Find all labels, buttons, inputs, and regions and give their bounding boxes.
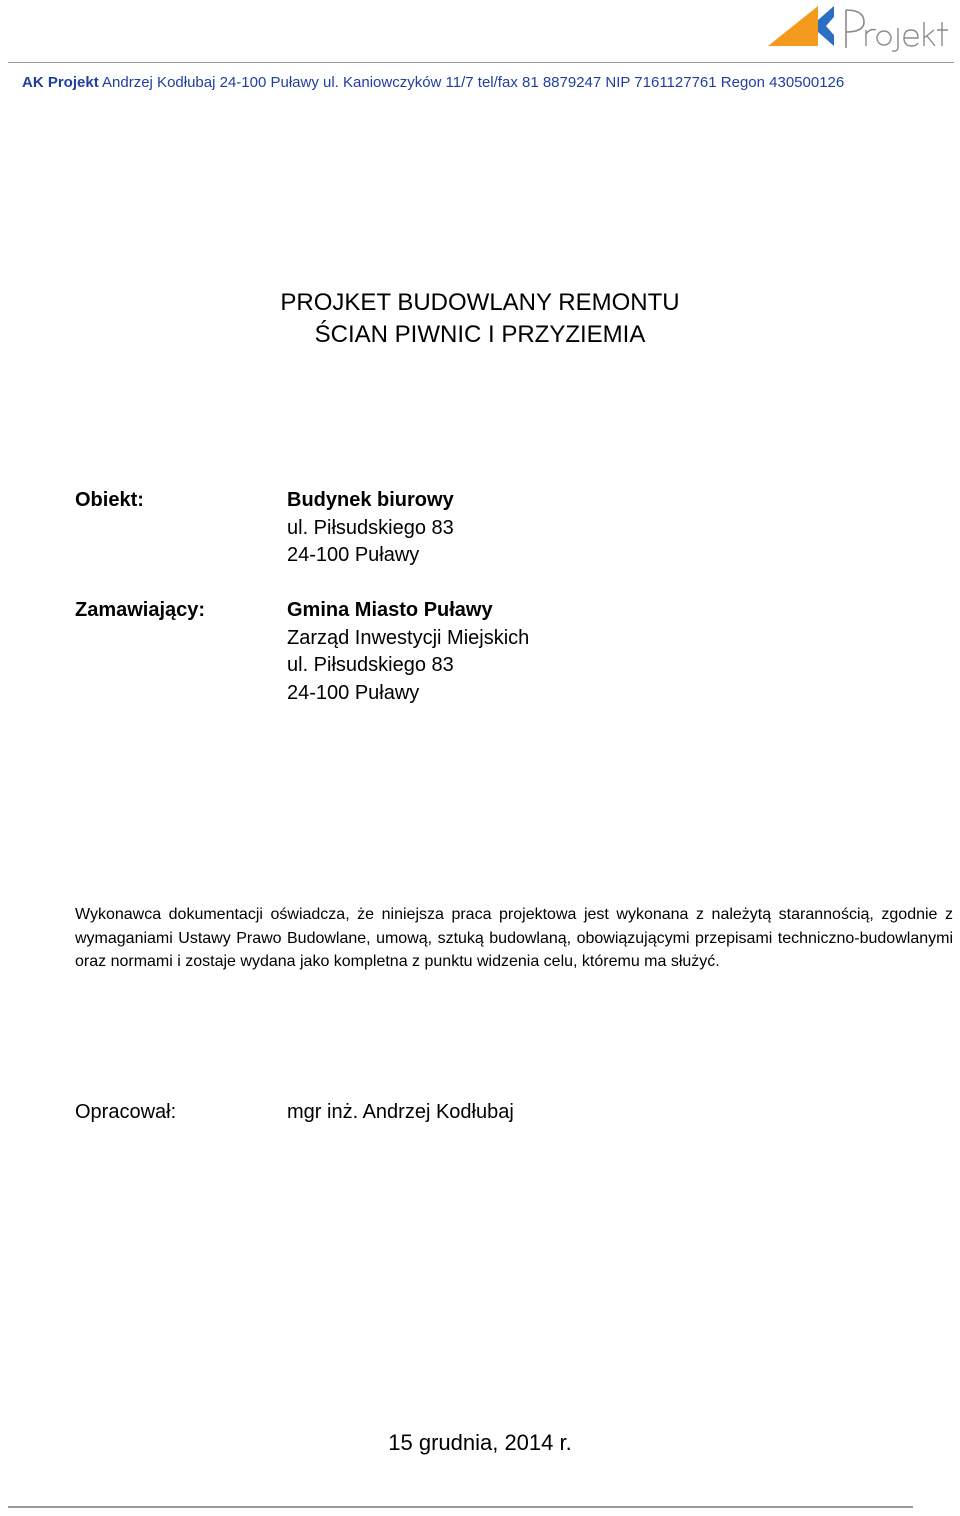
logo-letter-p-icon bbox=[846, 10, 864, 48]
company-logo bbox=[766, 2, 952, 52]
prepared-by-label: Opracował: bbox=[75, 1101, 177, 1123]
company-name: AK Projekt bbox=[22, 74, 99, 91]
object-label: Obiekt: bbox=[75, 489, 144, 511]
object-city: 24-100 Puławy bbox=[287, 544, 420, 566]
logo-letter-k-icon bbox=[924, 22, 935, 46]
client-unit: Zarząd Inwestycji Miejskich bbox=[287, 626, 530, 649]
contractor-statement: Wykonawca dokumentacji oświadcza, że niniejsza praca projektowa jest wykonana z należytą starannością, zgodnie z wymaganiami Ustawy Prawo Budowlane, umową, sztuką budowlaną, obowiązującymi przepisami techniczno-budowlanymi oraz normami i zostaje wydana jako kompletna z punktu widzenia celu, któremu ma służyć. bbox=[75, 906, 953, 970]
company-details: Andrzej Kodłubaj 24-100 Puławy ul. Kaniowczyków 11/7 tel/fax 81 8879247 NIP 7161127761 Regon 430500126 bbox=[102, 74, 845, 91]
company-info bbox=[22, 74, 844, 91]
header-divider bbox=[8, 62, 954, 63]
client-details bbox=[287, 597, 529, 707]
prepared-by-name: mgr inż. Andrzej Kodłubaj bbox=[287, 1101, 514, 1123]
logo-letter-t-icon bbox=[937, 22, 948, 46]
logo-letter-j-icon bbox=[892, 28, 898, 51]
logo-letter-o-icon bbox=[877, 31, 891, 45]
object-street: ul. Piłsudskiego 83 bbox=[287, 516, 454, 539]
logo-letter-e-icon bbox=[904, 30, 918, 46]
title-line-2: ŚCIAN PIWNIC I PRZYZIEMIA bbox=[314, 321, 646, 348]
logo-letter-r-icon bbox=[866, 30, 876, 47]
title-line-1: PROJKET BUDOWLANY REMONTU bbox=[280, 289, 680, 316]
logo-orange-triangle bbox=[768, 6, 818, 46]
client-name: Gmina Miasto Puławy bbox=[287, 599, 493, 621]
object-name: Budynek biurowy bbox=[287, 489, 454, 511]
document-title bbox=[0, 287, 960, 351]
document-date: 15 grudnia, 2014 r. bbox=[388, 1430, 572, 1455]
client-city: 24-100 Puławy bbox=[287, 681, 420, 704]
footer-divider bbox=[8, 1506, 913, 1508]
client-label: Zamawiający: bbox=[75, 599, 206, 621]
client-street: ul. Piłsudskiego 83 bbox=[287, 654, 454, 676]
object-details bbox=[287, 487, 454, 570]
